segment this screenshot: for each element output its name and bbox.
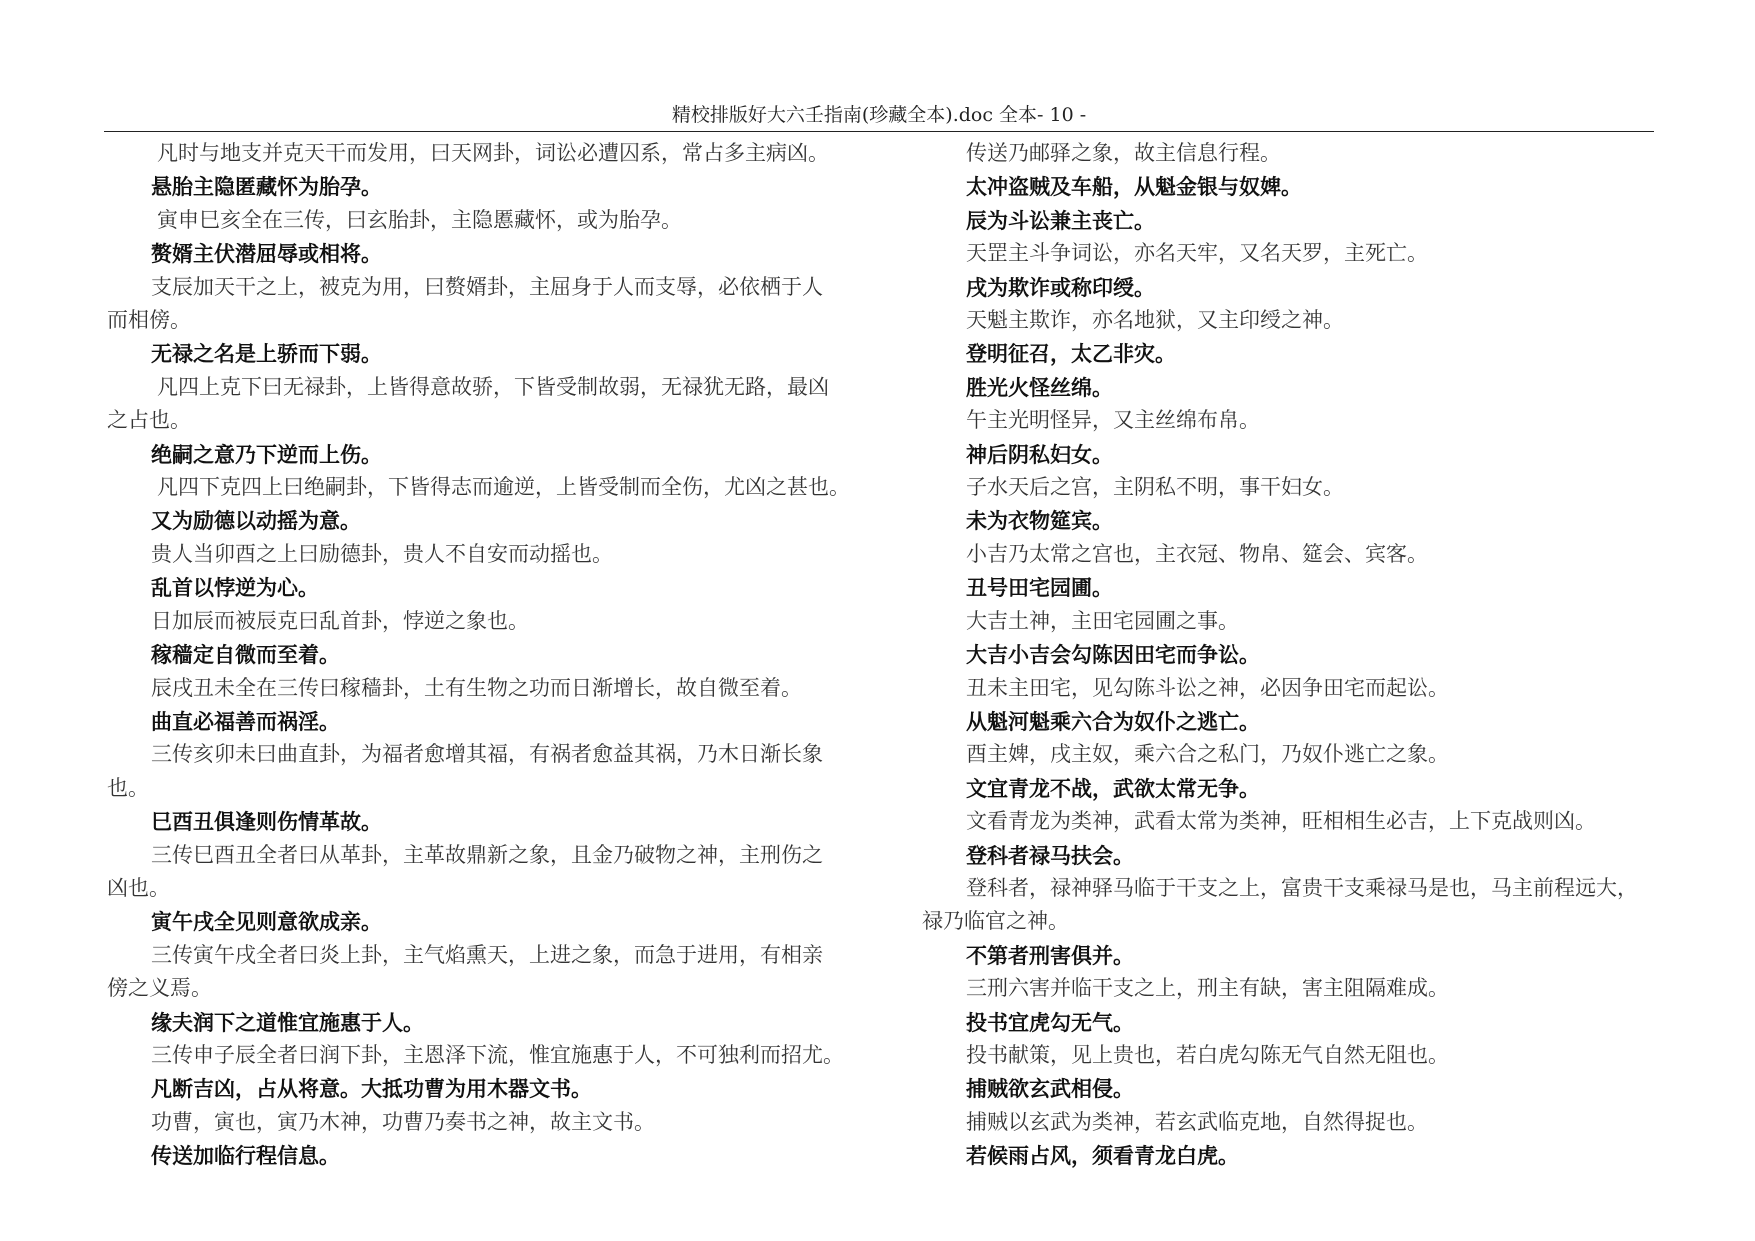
- section-heading: 乱首以悖逆为心。: [151, 575, 319, 601]
- body-paragraph: 三传申子辰全者曰润下卦，主恩泽下流，惟宜施惠于人，不可独利而招尤。: [151, 1042, 844, 1067]
- body-paragraph-continuation: 凶也。: [107, 875, 170, 900]
- body-paragraph: 凡四上克下曰无禄卦，上皆得意故骄，下皆受制故弱，无禄犹无路，最凶: [157, 374, 829, 399]
- body-paragraph: 支辰加天干之上，被克为用，曰赘婿卦，主屈身于人而支辱，必依栖于人: [151, 274, 823, 299]
- right-column: [922, 137, 1654, 1173]
- section-heading: 绝嗣之意乃下逆而上伤。: [151, 441, 382, 467]
- body-paragraph: 午主光明怪异，又主丝绵布帛。: [966, 408, 1260, 433]
- section-heading: 神后阴私妇女。: [966, 441, 1113, 467]
- body-paragraph: 三传巳酉丑全者曰从革卦，主革故鼎新之象，且金乃破物之神，主刑伤之: [151, 842, 823, 867]
- section-heading: 辰为斗讼兼主丧亡。: [966, 207, 1155, 233]
- body-paragraph: 寅申巳亥全在三传，曰玄胎卦，主隐慝藏怀，或为胎孕。: [157, 207, 682, 232]
- section-heading: 捕贼欲玄武相侵。: [966, 1076, 1134, 1102]
- section-heading: 稼穑定自微而至着。: [151, 642, 340, 668]
- body-paragraph: 小吉乃太常之宫也，主衣冠、物帛、筵会、宾客。: [966, 541, 1428, 566]
- section-heading: 戌为欺诈或称印绶。: [966, 274, 1155, 300]
- section-heading: 不第者刑害俱并。: [966, 942, 1134, 968]
- section-heading: 寅午戌全见则意欲成亲。: [151, 909, 382, 935]
- section-heading: 无禄之名是上骄而下弱。: [151, 341, 382, 367]
- body-paragraph: 凡时与地支并克天干而发用，曰天网卦，词讼必遭囚系，常占多主病凶。: [157, 141, 829, 165]
- body-paragraph: 大吉土神，主田宅园圃之事。: [966, 608, 1239, 633]
- section-heading: 投书宜虎勾无气。: [966, 1009, 1134, 1035]
- section-heading: 丑号田宅园圃。: [966, 575, 1113, 601]
- body-paragraph-continuation: 傍之义焉。: [107, 976, 212, 1001]
- page-header: 精校排版好大六壬指南(珍藏全本).doc 全本- 10 -: [671, 104, 1087, 126]
- body-paragraph: 三传亥卯未曰曲直卦，为福者愈增其福，有祸者愈益其祸，乃木日渐长象: [151, 742, 823, 767]
- section-heading: 巳酉丑俱逢则伤情革故。: [151, 809, 382, 835]
- section-heading: 登科者禄马扶会。: [966, 842, 1134, 868]
- section-heading: 文宜青龙不战，武欲太常无争。: [966, 775, 1260, 801]
- body-paragraph: 子水天后之宫，主阴私不明，事干妇女。: [966, 475, 1344, 500]
- header-rule: [104, 131, 1654, 132]
- body-paragraph: 三传寅午戌全者曰炎上卦，主气焰熏天，上进之象，而急于进用，有相亲: [151, 942, 823, 967]
- body-paragraph: 功曹，寅也，寅乃木神，功曹乃奏书之神，故主文书。: [151, 1109, 655, 1134]
- body-paragraph: 投书献策，见上贵也，若白虎勾陈无气自然无阻也。: [966, 1042, 1449, 1067]
- section-heading: 传送加临行程信息。: [151, 1143, 340, 1169]
- body-paragraph: 天魁主欺诈，亦名地狱，又主印绶之神。: [966, 308, 1344, 333]
- body-paragraph: 日加辰而被辰克曰乱首卦，悖逆之象也。: [151, 608, 529, 633]
- body-paragraph: 传送乃邮驿之象，故主信息行程。: [966, 141, 1281, 165]
- body-paragraph: 丑未主田宅，见勾陈斗讼之神，必因争田宅而起讼。: [966, 675, 1449, 700]
- body-paragraph-continuation: 也。: [107, 775, 149, 800]
- section-heading: 悬胎主隐匿藏怀为胎孕。: [151, 174, 382, 200]
- section-heading: 又为励德以动摇为意。: [151, 508, 361, 534]
- section-heading: 胜光火怪丝绵。: [966, 374, 1113, 400]
- section-heading: 大吉小吉会勾陈因田宅而争讼。: [966, 642, 1260, 668]
- body-paragraph-continuation: 之占也。: [107, 408, 191, 433]
- section-heading: 未为衣物筵宾。: [966, 508, 1113, 534]
- body-paragraph-continuation: 而相傍。: [107, 308, 191, 333]
- section-heading: 凡断吉凶，占从将意。大抵功曹为用木器文书。: [151, 1076, 592, 1102]
- body-paragraph: 凡四下克四上曰绝嗣卦，下皆得志而逾逆，上皆受制而全伤，尤凶之甚也。: [157, 475, 850, 500]
- section-heading: 从魁河魁乘六合为奴仆之逃亡。: [966, 708, 1260, 734]
- body-paragraph: 三刑六害并临干支之上，刑主有缺，害主阻隔难成。: [966, 976, 1449, 1001]
- section-heading: 缘夫润下之道惟宜施惠于人。: [151, 1009, 424, 1035]
- section-heading: 曲直必福善而祸淫。: [151, 708, 340, 734]
- section-heading: 登明征召，太乙非灾。: [966, 341, 1176, 367]
- body-paragraph: 酉主婢，戌主奴，乘六合之私门，乃奴仆逃亡之象。: [966, 742, 1449, 767]
- body-paragraph: 贵人当卯酉之上曰励德卦，贵人不自安而动摇也。: [151, 541, 613, 566]
- body-paragraph: 捕贼以玄武为类神，若玄武临克地，自然得捉也。: [966, 1109, 1428, 1134]
- left-column: [107, 137, 850, 1173]
- body-paragraph: 登科者，禄神驿马临于干支之上，富贵干支乘禄马是也，马主前程远大，: [966, 875, 1638, 900]
- body-paragraph-continuation: 禄乃临官之神。: [922, 909, 1069, 934]
- body-paragraph: 辰戌丑未全在三传曰稼穑卦，土有生物之功而日渐增长，故自微至着。: [151, 675, 802, 700]
- section-heading: 太冲盗贼及车船，从魁金银与奴婢。: [966, 174, 1302, 200]
- body-paragraph: 天罡主斗争词讼，亦名天牢，又名天罗，主死亡。: [966, 241, 1428, 266]
- body-paragraph: 文看青龙为类神，武看太常为类神，旺相相生必吉，上下克战则凶。: [966, 809, 1596, 834]
- section-heading: 若候雨占风，须看青龙白虎。: [966, 1143, 1239, 1169]
- section-heading: 赘婿主伏潜屈辱或相将。: [151, 241, 382, 267]
